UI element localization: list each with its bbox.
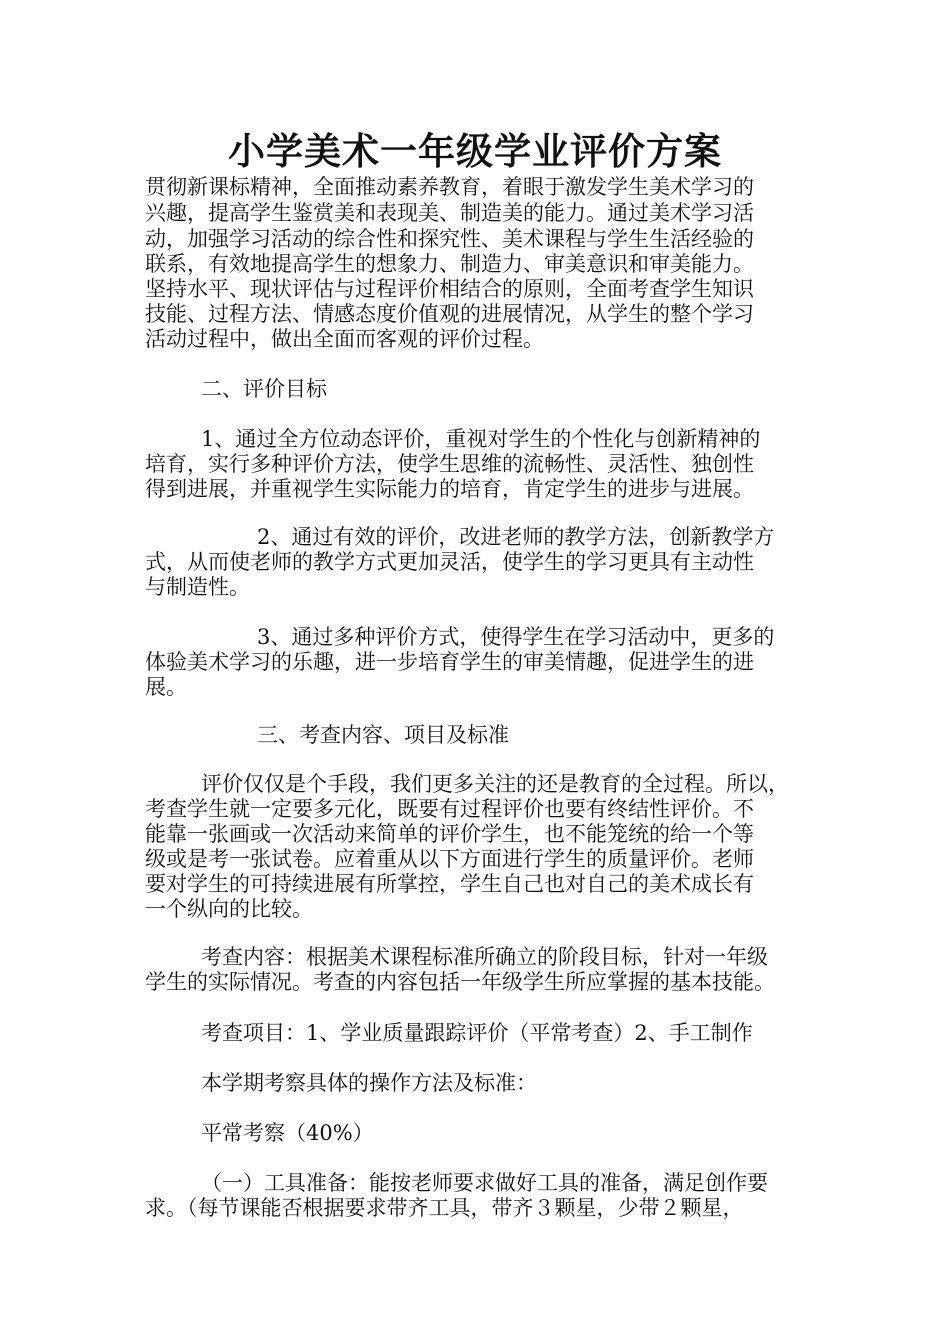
body-line: 评价仅仅是个手段，我们更多关注的还是教育的全过程。所以， (201, 772, 789, 796)
body-line: 平常考察（40%） (201, 1121, 374, 1145)
body-line: 一个纵向的比较。 (145, 897, 313, 921)
body-line: 式，从而使老师的教学方式更加灵活，使学生的学习更具有主动性 (145, 550, 754, 574)
body-line: 培育，实行多种评价方法，使学生思维的流畅性、灵活性、独创性 (145, 452, 754, 476)
body-line: 要对学生的可持续进展有所掌控，学生自己也对自己的美术成长有 (145, 872, 754, 896)
body-line: 3、通过多种评价方式，使得学生在学习活动中，更多的 (257, 625, 775, 649)
section-heading: 二、评价目标 (201, 377, 327, 401)
body-line: （一）工具准备：能按老师要求做好工具的准备，满足创作要 (201, 1171, 768, 1195)
body-line: 贯彻新课标精神，全面推动素养教育，着眼于激发学生美术学习的 (145, 175, 754, 199)
section-heading: 三、考查内容、项目及标准 (257, 723, 509, 747)
body-line: 联系，有效地提高学生的想象力、制造力、审美意识和审美能力。 (145, 252, 754, 276)
body-line: 求。（每节课能否根据要求带齐工具，带齐３颗星，少带２颗星， (145, 1196, 744, 1220)
body-line: 能靠一张画或一次活动来简单的评价学生，也不能笼统的给一个等 (145, 822, 754, 846)
body-line: 考查内容：根据美术课程标准所确立的阶段目标，针对一年级 (201, 945, 768, 969)
body-line: 级或是考一张试卷。应着重从以下方面进行学生的质量评价。老师 (145, 847, 754, 871)
body-line: 技能、过程方法、情感态度价值观的进展情况，从学生的整个学习 (145, 302, 754, 326)
body-line: 展。 (145, 675, 187, 699)
body-line: 得到进展，并重视学生实际能力的培育，肯定学生的进步与进展。 (145, 477, 754, 501)
body-line: 兴趣，提高学生鉴赏美和表现美、制造美的能力。通过美术学习活 (145, 201, 754, 225)
body-line: 本学期考察具体的操作方法及标准： (201, 1071, 537, 1095)
body-line: 体验美术学习的乐趣，进一步培育学生的审美情趣，促进学生的进 (145, 650, 754, 674)
body-line: 考查项目：1、学业质量跟踪评价（平常考查）2、手工制作 (201, 1021, 753, 1045)
body-line: 学生的实际情况。考查的内容包括一年级学生所应掌握的基本技能。 (145, 970, 775, 994)
body-line: 1、通过全方位动态评价，重视对学生的个性化与创新精神的 (201, 427, 761, 451)
body-line: 活动过程中，做出全面而客观的评价过程。 (145, 327, 544, 351)
document-title: 小学美术一年级学业评价方案 (228, 129, 722, 173)
body-line: 动，加强学习活动的综合性和探究性、美术课程与学生生活经验的 (145, 227, 754, 251)
body-line: 2、通过有效的评价，改进老师的教学方法，创新教学方 (257, 525, 775, 549)
body-line: 与制造性。 (145, 575, 250, 599)
body-line: 考查学生就一定要多元化，既要有过程评价也要有终结性评价。不 (145, 797, 754, 821)
body-line: 坚持水平、现状评估与过程评价相结合的原则，全面考查学生知识 (145, 277, 754, 301)
